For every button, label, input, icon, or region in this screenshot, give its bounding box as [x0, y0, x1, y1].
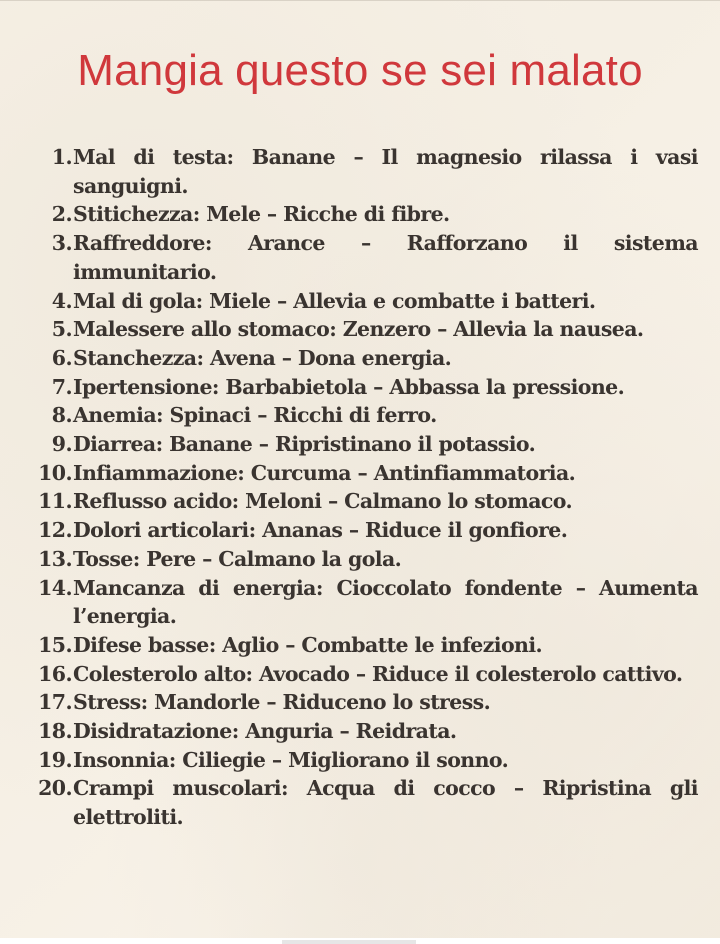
item-number: 2. [51, 202, 72, 227]
item-text: Difese basse: Aglio – Combatte le infezioni. [73, 632, 543, 657]
item-text: Reflusso acido: Meloni – Calmano lo stomaco. [73, 489, 573, 514]
item-text: Mal di gola: Miele – Allevia e combatte i batteri. [73, 288, 596, 313]
item-text: Colesterolo alto: Avocado – Riduce il colesterolo cattivo. [73, 661, 683, 686]
list-item [28, 688, 698, 717]
bottom-edge [0, 938, 720, 944]
item-number: 3. [51, 231, 72, 256]
page-title: Mangia questo se sei malato [77, 46, 643, 95]
item-number: 14. [38, 575, 72, 600]
item-text: Malessere allo stomaco: Zenzero – Allevia la nausea. [73, 317, 644, 342]
item-text: Dolori articolari: Ananas – Riduce il gonfiore. [73, 518, 568, 543]
item-number: 9. [51, 432, 72, 457]
item-number: 19. [38, 747, 72, 772]
item-text: Mancanza di energia: Cioccolato fondente – Aumenta l’energia. [73, 575, 698, 629]
item-number: 13. [38, 546, 72, 571]
list-item [28, 229, 698, 286]
list-item [28, 459, 698, 488]
item-text: Infiammazione: Curcuma – Antinfiammatoria. [73, 460, 576, 485]
item-text: Anemia: Spinaci – Ricchi di ferro. [73, 403, 437, 428]
remedies-list [28, 143, 698, 832]
list-item [28, 287, 698, 316]
home-indicator [282, 940, 416, 944]
item-number: 10. [38, 460, 72, 485]
list-item [28, 344, 698, 373]
item-text: Tosse: Pere – Calmano la gola. [73, 546, 402, 571]
list-item [28, 746, 698, 775]
list-item [28, 516, 698, 545]
list-item [28, 401, 698, 430]
item-text: Disidratazione: Anguria – Reidrata. [73, 719, 457, 744]
item-text: Raffreddore: Arance – Rafforzano il sistema immunitario. [73, 231, 698, 284]
item-text: Stress: Mandorle – Riduceno lo stress. [73, 690, 491, 715]
item-text: Crampi muscolari: Acqua di cocco – Ripristina gli elettroliti. [73, 776, 698, 830]
item-number: 5. [51, 317, 72, 342]
item-text: Mal di testa: Banane – Il magnesio rilassa i vasi sanguigni. [73, 145, 698, 198]
item-text: Ipertensione: Barbabietola – Abbassa la pressione. [73, 374, 625, 399]
item-number: 18. [38, 719, 72, 744]
item-number: 4. [51, 288, 72, 313]
item-text: Stanchezza: Avena – Dona energia. [73, 345, 452, 370]
item-number: 20. [38, 776, 72, 801]
item-text: Diarrea: Banane – Ripristinano il potassio. [73, 432, 536, 457]
list-item [28, 487, 698, 516]
list-item [28, 660, 698, 689]
item-number: 12. [38, 518, 72, 543]
item-number: 15. [38, 632, 72, 657]
item-text: Stitichezza: Mele – Ricche di fibre. [73, 202, 450, 227]
list-item [28, 315, 698, 344]
list-item [28, 373, 698, 402]
list-item [28, 200, 698, 229]
item-number: 17. [38, 690, 72, 715]
item-number: 8. [51, 403, 72, 428]
list-item [28, 574, 698, 631]
list-item [28, 430, 698, 459]
list-item [28, 143, 698, 200]
item-number: 7. [51, 374, 72, 399]
item-number: 11. [38, 489, 72, 514]
item-number: 6. [51, 345, 72, 370]
list-item [28, 717, 698, 746]
item-number: 16. [38, 661, 72, 686]
item-text: Insonnia: Ciliegie – Migliorano il sonno. [73, 747, 509, 772]
list-item [28, 774, 698, 831]
list-item [28, 545, 698, 574]
item-number: 1. [51, 145, 72, 169]
list-item [28, 631, 698, 660]
